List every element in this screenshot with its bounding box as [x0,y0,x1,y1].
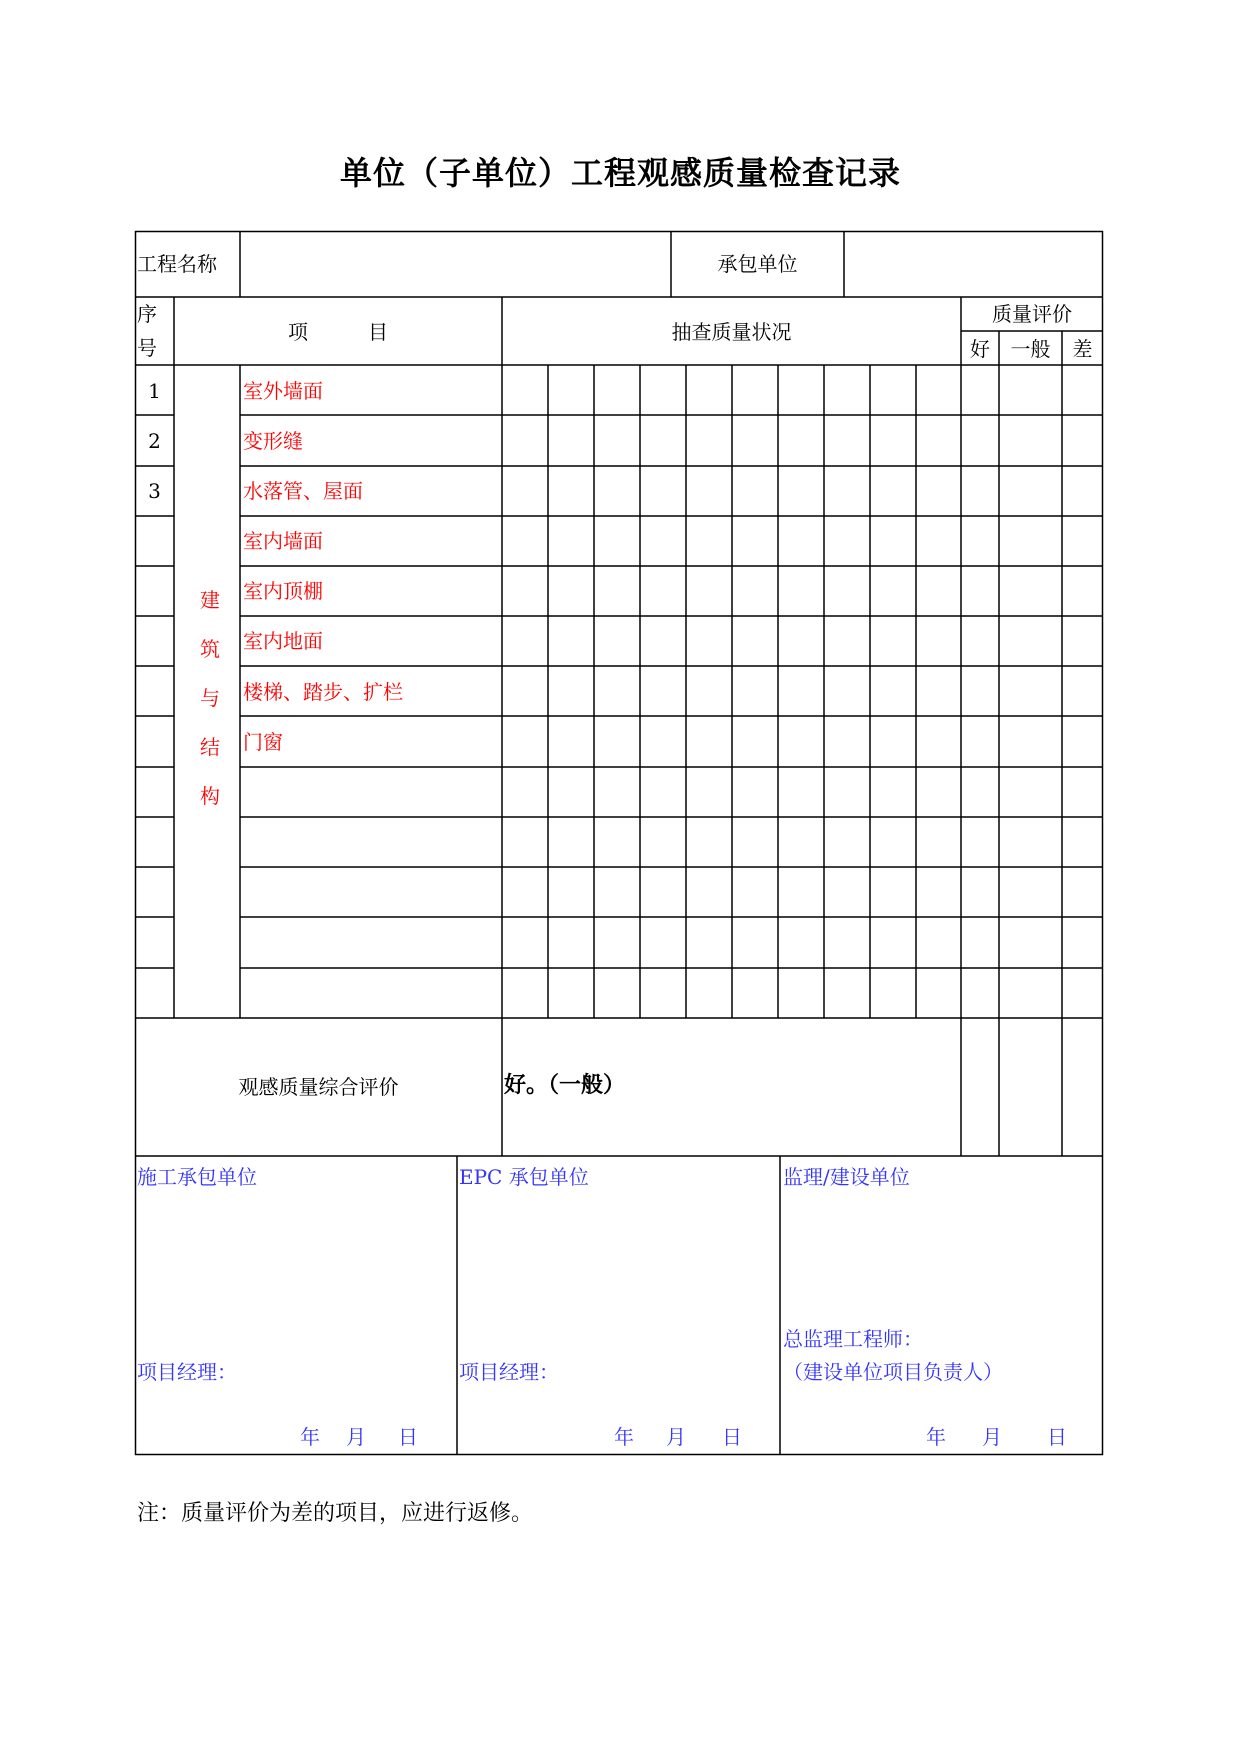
footnote: 注：质量评价为差的项目，应进行返修。 [137,1501,534,1526]
quality-general-header: 一般 [1010,337,1051,361]
row-number: 2 [148,429,161,453]
category-char: 建 [200,588,220,612]
date-month: 月 [666,1425,686,1449]
quality-good-header: 好 [970,337,990,361]
supervisor-engineer-label: 总监理工程师： [783,1327,923,1351]
row-item: 楼梯、踏步、扩栏 [243,680,403,704]
category-char: 构 [200,784,220,808]
row-item: 水落管、屋面 [243,479,363,503]
date-day: 日 [722,1425,742,1449]
contractor-manager-label: 项目经理： [137,1360,237,1384]
row-item: 门窗 [243,730,283,754]
date-month: 月 [346,1425,366,1449]
date-year: 年 [300,1425,320,1449]
row-item: 室内地面 [243,629,323,653]
contractor-sign-title: 施工承包单位 [137,1165,257,1189]
date-year: 年 [926,1425,946,1449]
seq-header-1: 序 [137,302,157,326]
overall-value: 好。（一般） [504,1073,626,1098]
quality-bad-header: 差 [1072,337,1093,361]
category-char: 筑 [200,637,220,661]
row-item: 室外墙面 [243,379,323,403]
overall-label: 观感质量综合评价 [238,1075,399,1099]
date-day: 日 [398,1425,418,1449]
row-number: 3 [148,479,161,503]
category-char: 结 [200,735,220,759]
supervisor-sign-title: 监理/建设单位 [783,1165,910,1189]
seq-header-2: 号 [137,336,157,360]
row-item: 室内顶棚 [243,579,323,603]
page-title: 单位（子单位）工程观感质量检查记录 [339,154,901,192]
category-char: 与 [200,686,220,710]
project-name-label: 工程名称 [137,252,217,276]
epc-manager-label: 项目经理： [459,1360,559,1384]
row-item: 室内墙面 [243,529,323,553]
quality-header: 质量评价 [992,302,1072,326]
item-header: 项 目 [288,320,388,344]
date-year: 年 [614,1425,634,1449]
owner-representative-label: （建设单位项目负责人） [783,1360,1003,1384]
row-number: 1 [148,379,161,403]
date-month: 月 [982,1425,1002,1449]
row-item: 变形缝 [243,429,303,453]
check-header: 抽查质量状况 [671,320,792,344]
epc-sign-title: EPC 承包单位 [459,1165,589,1189]
contractor-label: 承包单位 [717,252,798,276]
date-day: 日 [1047,1425,1067,1449]
